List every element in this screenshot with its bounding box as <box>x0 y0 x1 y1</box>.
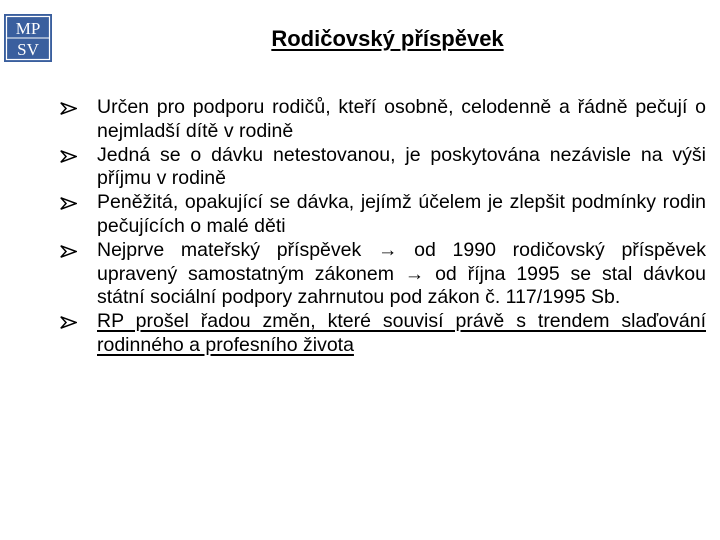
bullet-item <box>60 239 706 310</box>
bullet-text: RP prošel řadou změn, které souvisí právě s trendem slaďování rodinného a profesního života <box>97 310 706 356</box>
bullet-item <box>60 310 706 358</box>
logo-text-line1: MP <box>15 19 41 38</box>
bullet-text: Určen pro podporu rodičů, kteří osobně, celodenně a řádně pečují o nejmladší dítě v rodině <box>97 96 706 142</box>
bullet-item <box>60 191 706 239</box>
bullet-item <box>60 144 706 192</box>
arrow-bullet-icon <box>60 197 77 210</box>
bullet-list <box>60 96 706 358</box>
bullet-text: Nejprve mateřský příspěvek → od 1990 rodičovský příspěvek upravený samostatným zákonem → od října 1995 se stal dávkou státní sociální podpory zahrnutou pod zákon č. 117/1995 Sb. <box>97 238 706 309</box>
arrow-bullet-icon <box>60 102 77 115</box>
bullet-text: Peněžitá, opakující se dávka, jejímž účelem je zlepšit podmínky rodin pečujících o malé děti <box>97 191 706 237</box>
page-title: Rodičovský příspěvek <box>271 26 504 51</box>
content-area <box>60 96 706 358</box>
arrow-bullet-icon <box>60 150 77 163</box>
arrow-bullet-icon <box>60 316 77 329</box>
bullet-item <box>60 96 706 144</box>
arrow-bullet-icon <box>60 245 77 258</box>
bullet-text: Jedná se o dávku netestovanou, je poskytována nezávisle na výši příjmu v rodině <box>97 143 706 190</box>
logo-text-line2: SV <box>17 40 39 59</box>
